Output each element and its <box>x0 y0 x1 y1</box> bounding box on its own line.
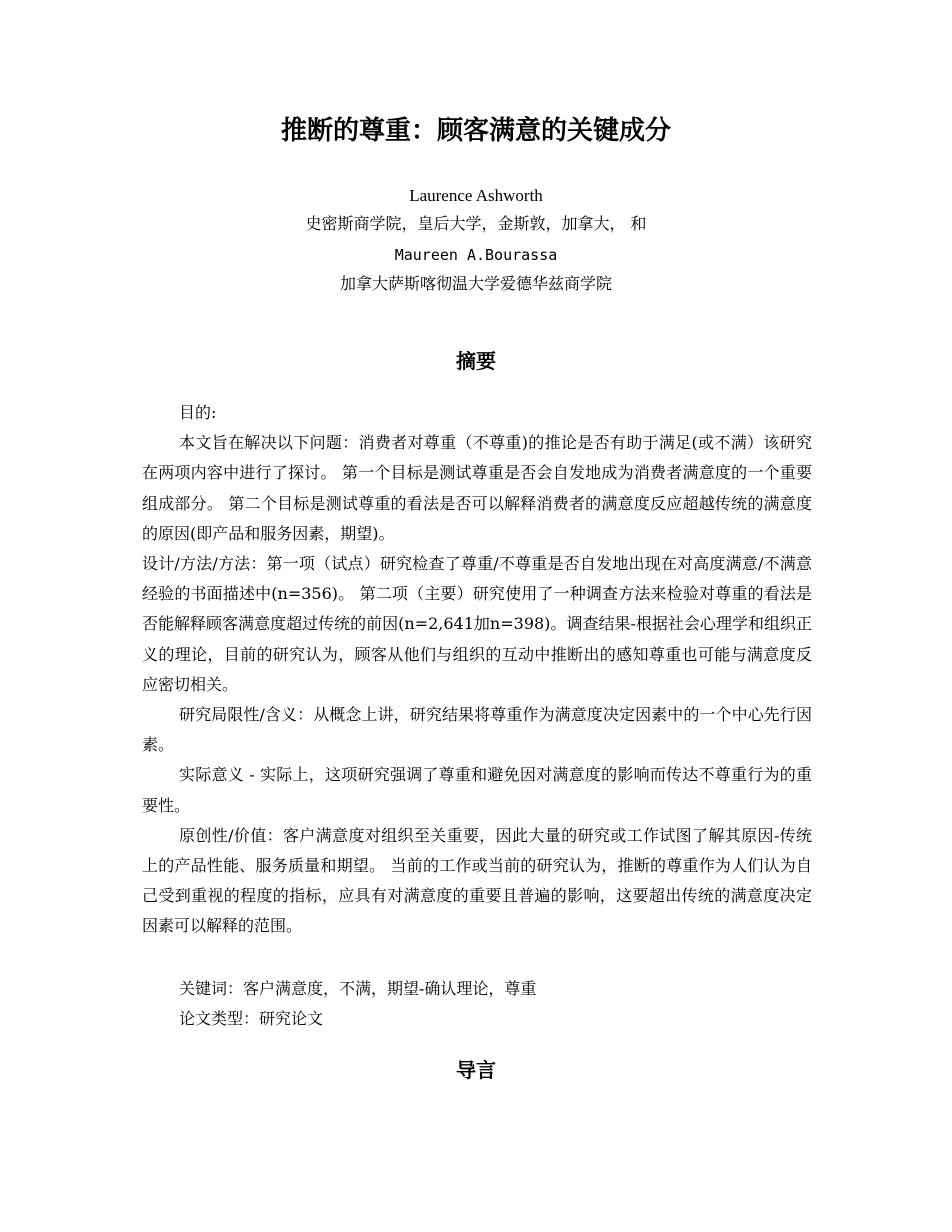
abstract-heading: 摘要 <box>456 349 496 373</box>
keywords: 关键词：客户满意度，不满，期望-确认理论，尊重 <box>179 979 537 998</box>
abstract-paragraph: 实际意义 - 实际上，这项研究强调了尊重和避免因对满意度的影响而传达不尊重行为的重要性。 <box>142 765 812 815</box>
abstract-paragraph: 设计/方法/方法：第一项（试点）研究检查了尊重/不尊重是否自发地出现在对高度满意/不满意经验的书面描述中(n=356)。 第二项（主要）研究使用了一种调查方法来检验对尊重的看法是否能解释顾客满意度超过传统的前因(n=2,641加n=398)。调查结果-根据社会心理学和组织正义的理论，目前的研究认为，顾客从他们与组织的互动中推断出的感知尊重也可能与满意度反应密切相关。 <box>142 554 812 694</box>
paper-title: 推断的尊重：顾客满意的关键成分 <box>280 116 671 146</box>
intro-heading: 导言 <box>456 1058 496 1082</box>
paper-meta <box>179 974 536 1034</box>
abstract-paragraph: 原创性/价值：客户满意度对组织至关重要，因此大量的研究或工作试图了解其原因-传统上的产品性能、服务质量和期望。 当前的工作或当前的研究认为，推断的尊重作为人们认为自己受到重视的程度的指标，应具有对满意度的重要且普遍的影响，这要超出传统的满意度决定因素可以解释的范围。 <box>142 825 812 936</box>
purpose-label: 目的: <box>179 403 217 422</box>
affiliation-2: 加拿大萨斯喀彻温大学爱德华兹商学院 <box>339 274 612 293</box>
author-2: Maureen A.Bourassa <box>394 246 558 264</box>
affiliation-1: 史密斯商学院，皇后大学，金斯敦，加拿大， 和 <box>305 214 647 233</box>
abstract-paragraph: 研究局限性/含义：从概念上讲，研究结果将尊重作为满意度决定因素中的一个中心先行因素。 <box>142 705 812 755</box>
author-1: Laurence Ashworth <box>409 186 543 205</box>
abstract-body <box>142 398 812 942</box>
paper-type: 论文类型：研究论文 <box>179 1009 324 1028</box>
abstract-paragraph: 本文旨在解决以下问题：消费者对尊重（不尊重)的推论是否有助于满足(或不满）该研究在两项内容中进行了探讨。 第一个目标是测试尊重是否会自发地成为消费者满意度的一个重要组成部分。 第二个目标是测试尊重的看法是否可以解释消费者的满意度反应超越传统的满意度的原因(即产品和服务因素，期望)。 <box>142 433 812 543</box>
